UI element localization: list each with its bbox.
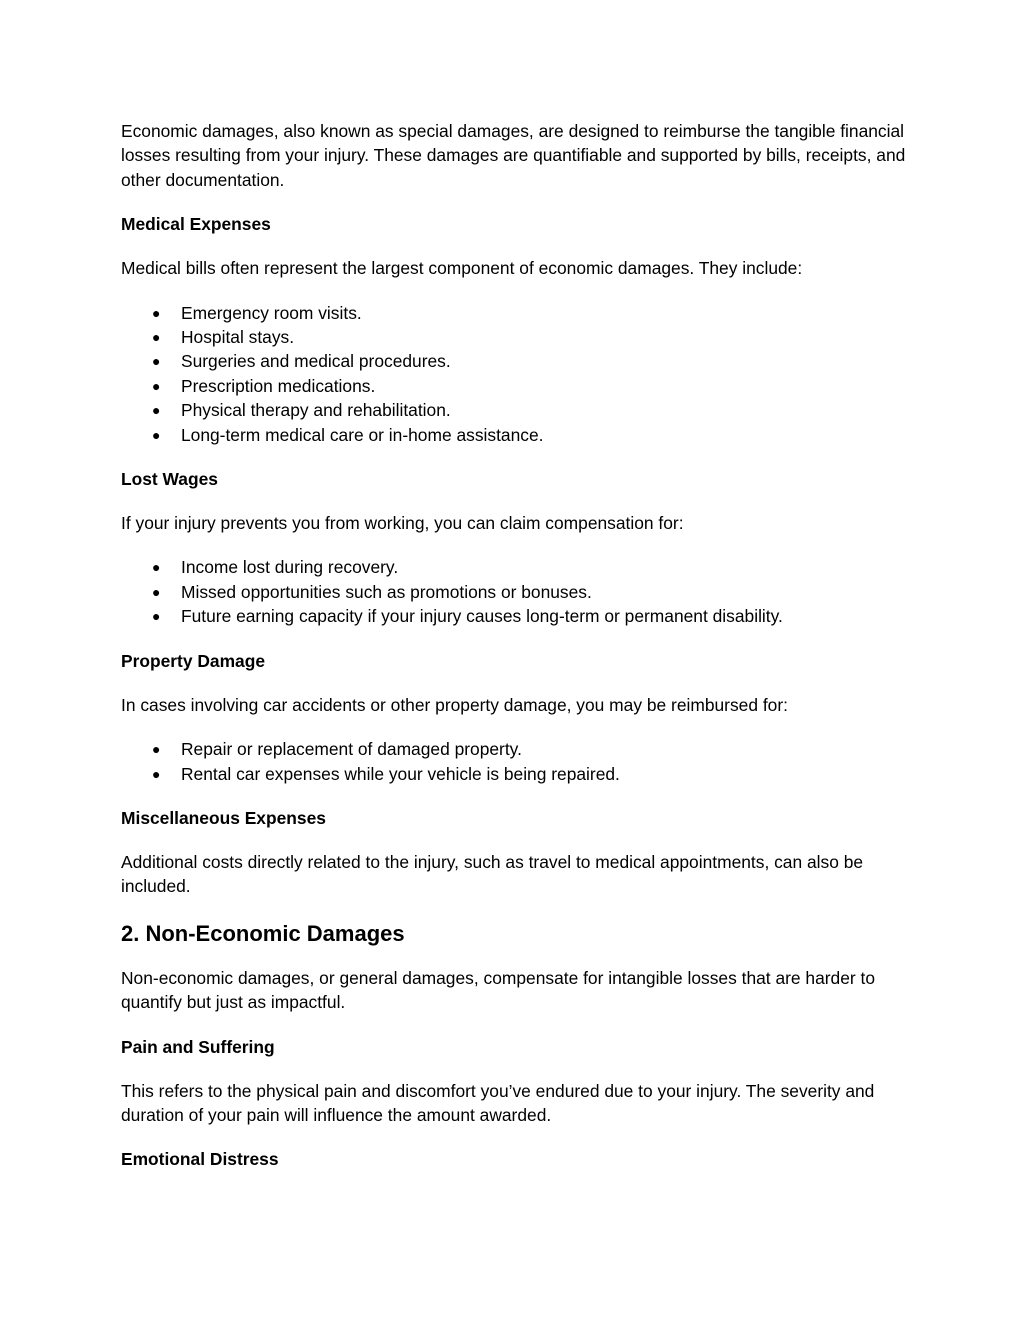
document-page	[121, 119, 911, 1191]
lost-wages-list	[121, 555, 911, 628]
lost-wages-text: If your injury prevents you from working, you can claim compensation for:	[121, 513, 684, 534]
list-item: ● Rental car expenses while your vehicle is being repaired.	[121, 762, 911, 786]
list-item: ● Income lost during recovery.	[121, 555, 911, 579]
bullet-icon: ●	[152, 741, 161, 758]
misc-expenses-heading: Miscellaneous Expenses	[121, 807, 326, 828]
bullet-icon: ●	[152, 329, 161, 346]
property-damage-text: In cases involving car accidents or other property damage, you may be reimbursed for:	[121, 694, 788, 715]
bullet-icon: ●	[152, 426, 161, 443]
non-economic-heading: 2. Non-Economic Damages	[121, 920, 405, 946]
lost-wages-heading: Lost Wages	[121, 469, 218, 490]
medical-expenses-list	[121, 301, 911, 447]
bullet-icon: ●	[152, 583, 161, 600]
medical-expenses-heading: Medical Expenses	[121, 214, 271, 235]
list-item: ● Surgeries and medical procedures.	[121, 349, 911, 373]
property-damage-list	[121, 737, 911, 786]
bullet-icon: ●	[152, 304, 161, 321]
bullet-icon: ●	[152, 559, 161, 576]
medical-expenses-text: Medical bills often represent the largest component of economic damages. They include:	[121, 258, 803, 279]
bullet-icon: ●	[152, 402, 161, 419]
misc-expenses-text: Additional costs directly related to the injury, such as travel to medical appointments, can also be included.	[121, 851, 864, 897]
list-item: ● Prescription medications.	[121, 374, 911, 398]
pain-suffering-text: This refers to the physical pain and discomfort you’ve endured due to your injury. The severity and duration of your pain will influence the amount awarded.	[121, 1080, 875, 1125]
list-item: ● Physical therapy and rehabilitation.	[121, 398, 911, 422]
bullet-icon: ●	[152, 353, 161, 370]
list-item: ● Future earning capacity if your injury causes long-term or permanent disability.	[121, 604, 911, 628]
pain-suffering-heading: Pain and Suffering	[121, 1036, 275, 1057]
property-damage-heading: Property Damage	[121, 650, 266, 671]
list-item: ● Hospital stays.	[121, 325, 911, 349]
list-item: ● Missed opportunities such as promotions or bonuses.	[121, 580, 911, 604]
bullet-icon: ●	[152, 765, 161, 782]
list-item: ● Long-term medical care or in-home assistance.	[121, 423, 911, 447]
list-item: ● Emergency room visits.	[121, 301, 911, 325]
emotional-distress-heading: Emotional Distress	[121, 1149, 279, 1170]
bullet-icon: ●	[152, 377, 161, 394]
bullet-icon: ●	[152, 608, 161, 625]
intro-paragraph: Economic damages, also known as special damages, are designed to reimburse the tangible financial losses resulting from your injury. These damages are quantifiable and supported by bills, receipts, and other documentation.	[121, 121, 906, 190]
list-item: ● Repair or replacement of damaged property.	[121, 737, 911, 761]
non-economic-text: Non-economic damages, or general damages, compensate for intangible losses that are harder to quantify but just as impactful.	[121, 967, 876, 1013]
